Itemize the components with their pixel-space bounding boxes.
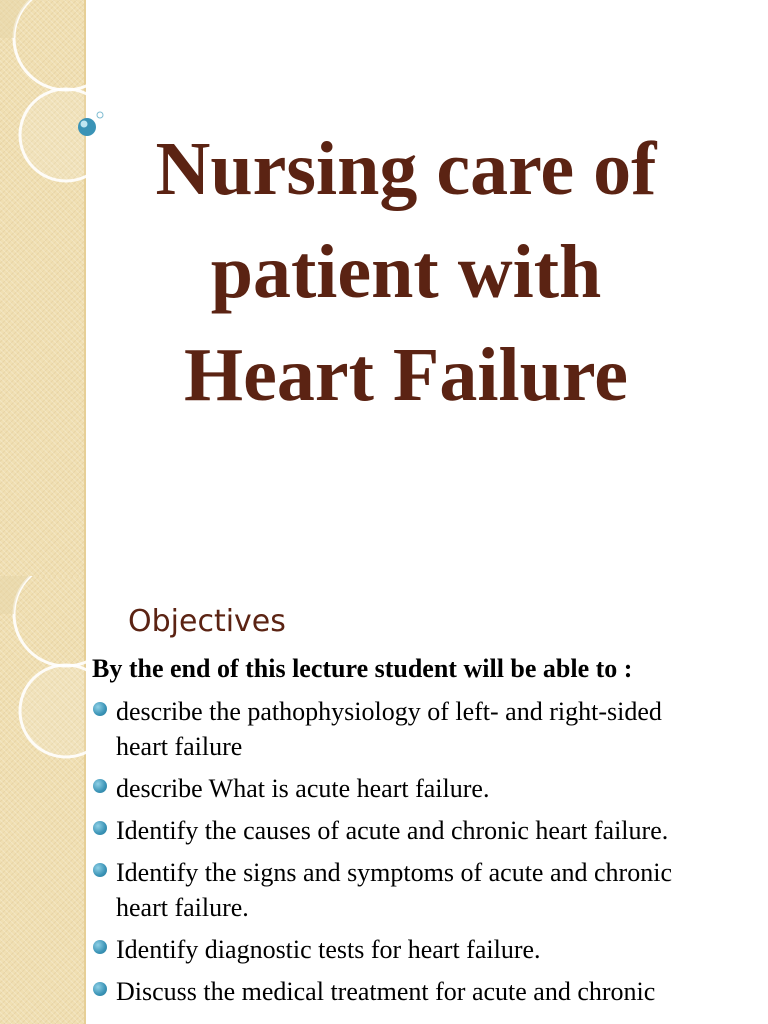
slide-title xyxy=(100,118,712,427)
bullet-icon xyxy=(93,982,107,996)
list-item-text: describe the pathophysiology of left- and right-sided heart failure xyxy=(116,697,662,761)
objectives-intro: By the end of this lecture student will be able to : xyxy=(92,654,633,683)
bullet-icon xyxy=(93,702,107,716)
list-item xyxy=(92,694,768,764)
list-item-text: describe What is acute heart failure. xyxy=(116,774,490,803)
list-item xyxy=(92,974,768,1009)
bullet-icon xyxy=(93,940,107,954)
list-item-text: Identify diagnostic tests for heart failure. xyxy=(116,935,541,964)
list-item xyxy=(92,771,768,806)
objectives-heading: Objectives xyxy=(128,604,286,639)
title-line: Heart Failure xyxy=(184,333,628,417)
list-item xyxy=(92,855,768,925)
bullet-icon xyxy=(93,863,107,877)
list-item xyxy=(92,813,768,848)
list-item-text: Identify the causes of acute and chronic heart failure. xyxy=(116,816,669,845)
bullet-icon xyxy=(93,821,107,835)
objectives-list xyxy=(92,694,768,1016)
title-line: patient with xyxy=(210,230,602,314)
list-item xyxy=(92,932,768,967)
title-line: Nursing care of xyxy=(155,127,657,211)
objectives-slide xyxy=(0,576,768,1024)
bullet-icon xyxy=(93,779,107,793)
list-item-text: Discuss the medical treatment for acute and chronic xyxy=(116,977,656,1006)
list-item-text: Identify the signs and symptoms of acute and chronic heart failure. xyxy=(116,858,672,922)
